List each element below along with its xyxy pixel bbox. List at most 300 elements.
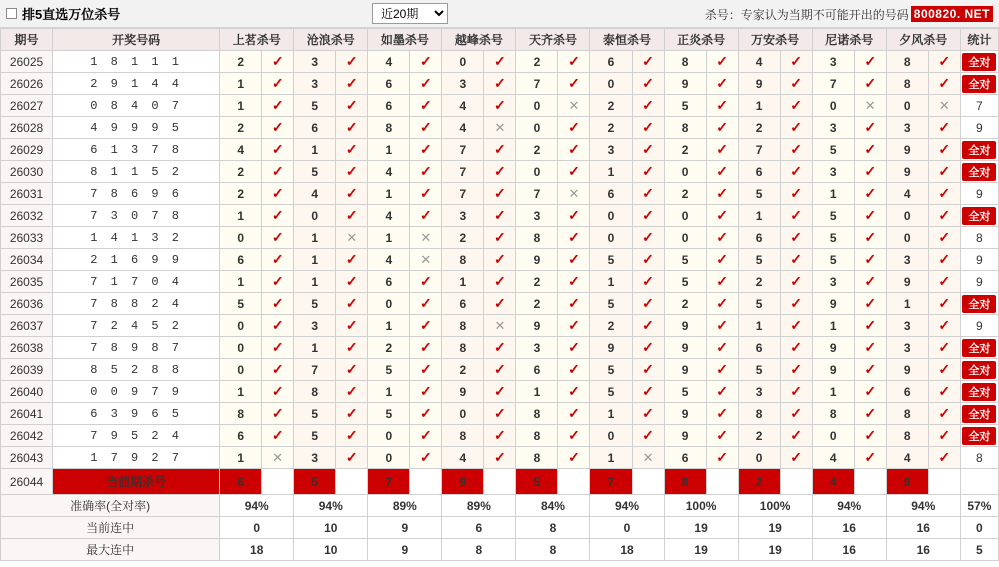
check-icon: [706, 381, 738, 403]
check-icon-glyph: ✓: [345, 405, 358, 421]
period-filter[interactable]: [372, 3, 448, 24]
explain-note: 杀号：专家认为当期不可能开出的号码: [704, 7, 909, 22]
cell-kill-number: 1: [220, 73, 262, 95]
check-icon-glyph: ✓: [345, 119, 358, 135]
cell-kill-number: 4: [442, 447, 484, 469]
check-icon: [632, 227, 664, 249]
check-icon: [410, 381, 442, 403]
check-icon-glyph: ✓: [790, 251, 803, 267]
check-icon: [780, 293, 812, 315]
table-row: [1, 95, 999, 117]
summary-value: 10: [294, 539, 368, 561]
check-icon-glyph: ✓: [642, 383, 654, 399]
brand-badge: 800820. NET: [911, 6, 993, 22]
table-row: [1, 249, 999, 271]
cell-kill-number: 9: [812, 337, 854, 359]
cell-kill-number: 0: [886, 227, 928, 249]
cell-kill-number: 3: [294, 447, 336, 469]
cell-kill-number: 2: [516, 293, 558, 315]
cell-kill-number: 5: [590, 381, 632, 403]
col-expert-1[interactable]: 上茗杀号: [220, 29, 294, 51]
status-badge: 全对: [962, 163, 996, 181]
check-icon-glyph: ✓: [494, 207, 506, 223]
col-expert-10[interactable]: 夕风杀号: [886, 29, 960, 51]
cell-kill-number: 9: [886, 161, 928, 183]
check-icon: [632, 139, 664, 161]
check-icon-glyph: ✓: [568, 207, 580, 223]
check-icon: [558, 51, 590, 73]
cell-kill-number: 1: [442, 271, 484, 293]
cell-kill-number: 6: [738, 161, 780, 183]
check-icon-glyph: ✓: [938, 361, 951, 377]
cell-kill-number: 2: [738, 425, 780, 447]
check-icon-glyph: ✓: [494, 449, 506, 465]
summary-value: 84%: [516, 495, 590, 517]
check-icon-glyph: ✓: [790, 383, 803, 399]
cell-kill-number: 0: [738, 447, 780, 469]
check-icon: [336, 161, 368, 183]
cell-draw-code: 2 1 6 9 9: [53, 249, 220, 271]
table-row: [1, 381, 999, 403]
cell-period[interactable]: 26029: [1, 139, 53, 161]
cell-kill-number: 4: [294, 183, 336, 205]
summary-value: 8: [516, 517, 590, 539]
check-icon-glyph: ✓: [271, 185, 284, 201]
current-period-label: 当前期杀号: [53, 469, 220, 495]
cell-kill-number: 5: [664, 249, 706, 271]
cell-current-kill-number: 2: [738, 469, 780, 495]
check-icon-glyph: ✓: [790, 449, 803, 465]
check-icon: [262, 183, 294, 205]
check-icon: [558, 425, 590, 447]
check-icon: [484, 337, 516, 359]
cell-kill-number: 0: [812, 95, 854, 117]
check-icon-glyph: ✓: [716, 449, 728, 465]
check-icon-glyph: ✓: [864, 317, 877, 333]
cell-kill-number: 9: [812, 359, 854, 381]
cross-icon-glyph: ✕: [420, 229, 432, 245]
cross-icon: [854, 95, 886, 117]
check-icon: [262, 271, 294, 293]
check-icon: [706, 117, 738, 139]
cell-kill-number: 2: [664, 293, 706, 315]
cell-kill-number: 2: [220, 51, 262, 73]
check-icon-glyph: ✓: [494, 229, 506, 245]
summary-value: 8: [442, 539, 516, 561]
table-row: [1, 73, 999, 95]
summary-value: 0: [590, 517, 664, 539]
cell-kill-number: 9: [516, 315, 558, 337]
table-header: [1, 29, 999, 51]
cell-kill-number: 9: [664, 359, 706, 381]
check-icon-glyph: ✓: [271, 119, 284, 135]
check-icon: [854, 249, 886, 271]
cell-kill-number: 4: [368, 249, 410, 271]
check-icon: [558, 381, 590, 403]
check-icon: [484, 161, 516, 183]
check-icon: [336, 337, 368, 359]
check-icon: [336, 425, 368, 447]
check-icon-glyph: ✓: [271, 361, 284, 377]
cell-kill-number: 7: [738, 139, 780, 161]
check-icon-glyph: ✓: [568, 53, 580, 69]
check-icon: [780, 161, 812, 183]
check-icon: [706, 161, 738, 183]
check-icon-glyph: ✓: [938, 75, 951, 91]
summary-value: 0: [220, 517, 294, 539]
cell-kill-number: 6: [590, 183, 632, 205]
status-badge: 全对: [962, 361, 996, 379]
check-icon: [780, 271, 812, 293]
cell-kill-number: 4: [738, 51, 780, 73]
cell-kill-number: 5: [738, 249, 780, 271]
check-icon: [262, 139, 294, 161]
check-icon-glyph: ✓: [790, 119, 803, 135]
check-icon-glyph: ✓: [345, 295, 358, 311]
cross-icon: [928, 95, 960, 117]
cell-kill-number: 6: [664, 447, 706, 469]
check-icon: [558, 403, 590, 425]
check-icon-glyph: ✓: [568, 317, 580, 333]
check-icon: [928, 315, 960, 337]
table-row: [1, 315, 999, 337]
table-row: [1, 447, 999, 469]
check-icon-glyph: ✓: [419, 273, 432, 289]
cell-draw-code: 1 7 9 2 7: [53, 447, 220, 469]
cell-kill-number: 0: [812, 425, 854, 447]
cell-kill-number: 8: [812, 403, 854, 425]
cell-kill-number: 1: [590, 447, 632, 469]
cell-kill-number: 8: [886, 403, 928, 425]
cell-current-kill-number: 8: [664, 469, 706, 495]
cell-kill-number: 8: [368, 117, 410, 139]
check-icon: [262, 293, 294, 315]
cell-kill-number: 7: [516, 183, 558, 205]
check-icon-glyph: ✓: [271, 427, 284, 443]
summary-label: 当前连中: [1, 517, 220, 539]
check-icon: [706, 183, 738, 205]
cross-icon-glyph: ✕: [494, 119, 506, 135]
cell-kill-number: 1: [590, 403, 632, 425]
cell-kill-number: 1: [368, 227, 410, 249]
check-icon: [484, 73, 516, 95]
cell-period[interactable]: 26042: [1, 425, 53, 447]
cell-period[interactable]: 26036: [1, 293, 53, 315]
col-expert-4[interactable]: 越峰杀号: [442, 29, 516, 51]
cell-kill-number: 2: [220, 117, 262, 139]
cell-period[interactable]: 26028: [1, 117, 53, 139]
summary-value: 19: [738, 517, 812, 539]
cell-kill-number: 5: [812, 139, 854, 161]
cell-kill-number: 8: [442, 337, 484, 359]
check-icon-glyph: ✓: [642, 53, 654, 69]
check-icon: [928, 381, 960, 403]
status-badge: 全对: [962, 141, 996, 159]
cell-kill-number: 5: [664, 95, 706, 117]
table-row: [1, 51, 999, 73]
check-icon: [336, 293, 368, 315]
cell-period[interactable]: 26043: [1, 447, 53, 469]
cell-kill-number: 4: [886, 183, 928, 205]
col-expert-6[interactable]: 泰恒杀号: [590, 29, 664, 51]
check-icon-glyph: ✓: [568, 405, 580, 421]
cell-period[interactable]: 26035: [1, 271, 53, 293]
cell-kill-number: 0: [886, 95, 928, 117]
cell-period[interactable]: 26039: [1, 359, 53, 381]
cell-kill-number: 2: [516, 51, 558, 73]
cell-period[interactable]: 26037: [1, 315, 53, 337]
check-icon: [410, 139, 442, 161]
check-icon-glyph: ✓: [494, 251, 506, 267]
cell-kill-number: 6: [368, 271, 410, 293]
check-icon: [854, 51, 886, 73]
cell-kill-number: 0: [590, 227, 632, 249]
table-row: [1, 425, 999, 447]
cell-kill-number: 0: [442, 51, 484, 73]
check-icon-glyph: ✓: [419, 97, 432, 113]
cell-current-mark-placeholder: [484, 469, 516, 495]
check-icon: [780, 95, 812, 117]
cell-kill-number: 3: [294, 315, 336, 337]
cross-icon-glyph: ✕: [938, 97, 950, 113]
check-icon-glyph: ✓: [568, 273, 580, 289]
cell-kill-number: 9: [664, 315, 706, 337]
cell-stat: 8: [960, 447, 998, 469]
cell-current-mark-placeholder: [928, 469, 960, 495]
check-icon-glyph: ✓: [716, 317, 728, 333]
check-icon: [780, 73, 812, 95]
cell-kill-number: 5: [368, 359, 410, 381]
check-icon-glyph: ✓: [271, 53, 284, 69]
cell-kill-number: 9: [738, 73, 780, 95]
cell-stat: [960, 359, 998, 381]
cell-kill-number: 1: [294, 227, 336, 249]
check-icon-glyph: ✓: [271, 295, 284, 311]
select-all-checkbox[interactable]: [6, 8, 17, 19]
current-period-row: [1, 469, 999, 495]
check-icon: [336, 381, 368, 403]
check-icon: [706, 205, 738, 227]
check-icon-glyph: ✓: [716, 339, 728, 355]
cell-stat: 9: [960, 117, 998, 139]
check-icon-glyph: ✓: [345, 75, 358, 91]
check-icon: [484, 447, 516, 469]
status-badge: 全对: [962, 75, 996, 93]
cell-kill-number: 5: [664, 381, 706, 403]
check-icon: [632, 271, 664, 293]
cell-kill-number: 5: [812, 227, 854, 249]
check-icon: [484, 205, 516, 227]
cell-period[interactable]: 26038: [1, 337, 53, 359]
check-icon-glyph: ✓: [716, 141, 728, 157]
col-expert-3[interactable]: 如墨杀号: [368, 29, 442, 51]
cell-period[interactable]: 26034: [1, 249, 53, 271]
check-icon: [558, 139, 590, 161]
check-icon-glyph: ✓: [271, 75, 284, 91]
cell-kill-number: 8: [886, 51, 928, 73]
cell-kill-number: 7: [442, 161, 484, 183]
check-icon: [558, 447, 590, 469]
check-icon-glyph: ✓: [494, 163, 506, 179]
check-icon-glyph: ✓: [419, 75, 432, 91]
cell-kill-number: 1: [368, 315, 410, 337]
cell-current-mark-placeholder: [410, 469, 442, 495]
check-icon: [706, 315, 738, 337]
check-icon: [780, 139, 812, 161]
check-icon: [854, 73, 886, 95]
check-icon-glyph: ✓: [345, 383, 358, 399]
check-icon-glyph: ✓: [345, 185, 358, 201]
period-select[interactable]: [372, 3, 448, 24]
check-icon: [336, 205, 368, 227]
cell-kill-number: 9: [812, 293, 854, 315]
cell-period[interactable]: 26033: [1, 227, 53, 249]
check-icon: [632, 425, 664, 447]
check-icon-glyph: ✓: [642, 295, 654, 311]
check-icon: [558, 249, 590, 271]
check-icon-glyph: ✓: [568, 251, 580, 267]
cell-kill-number: 0: [590, 425, 632, 447]
cell-stat: [960, 51, 998, 73]
cell-draw-code: 7 3 0 7 8: [53, 205, 220, 227]
check-icon: [706, 359, 738, 381]
check-icon: [854, 447, 886, 469]
check-icon: [558, 271, 590, 293]
check-icon: [854, 161, 886, 183]
cell-kill-number: 5: [294, 425, 336, 447]
summary-value: 6: [442, 517, 516, 539]
check-icon-glyph: ✓: [568, 163, 580, 179]
check-icon-glyph: ✓: [864, 119, 877, 135]
check-icon: [262, 337, 294, 359]
cell-current-kill-number: 9: [442, 469, 484, 495]
cell-kill-number: 5: [590, 293, 632, 315]
check-icon: [706, 271, 738, 293]
cell-period[interactable]: 26041: [1, 403, 53, 425]
cross-icon-glyph: ✕: [346, 229, 358, 245]
check-icon: [558, 117, 590, 139]
toolbar-right-group: [705, 0, 993, 28]
cell-stat: 9: [960, 271, 998, 293]
check-icon-glyph: ✓: [716, 185, 728, 201]
check-icon-glyph: ✓: [864, 361, 877, 377]
cell-kill-number: 4: [368, 51, 410, 73]
cell-kill-number: 2: [738, 271, 780, 293]
cell-current-period[interactable]: 26044: [1, 469, 53, 495]
check-icon: [854, 403, 886, 425]
check-icon: [928, 227, 960, 249]
col-expert-8[interactable]: 万安杀号: [738, 29, 812, 51]
cell-draw-code: 4 9 9 9 5: [53, 117, 220, 139]
cell-draw-code: 6 3 9 6 5: [53, 403, 220, 425]
check-icon-glyph: ✓: [271, 207, 284, 223]
cell-period[interactable]: 26026: [1, 73, 53, 95]
cell-stat: 8: [960, 227, 998, 249]
cell-kill-number: 8: [220, 403, 262, 425]
cross-icon: [336, 227, 368, 249]
check-icon-glyph: ✓: [716, 97, 728, 113]
check-icon: [854, 205, 886, 227]
cell-kill-number: 0: [516, 161, 558, 183]
check-icon: [262, 95, 294, 117]
check-icon: [484, 227, 516, 249]
cell-period[interactable]: 26030: [1, 161, 53, 183]
summary-value: 94%: [294, 495, 368, 517]
cell-period[interactable]: 26025: [1, 51, 53, 73]
check-icon-glyph: ✓: [716, 119, 728, 135]
cell-current-kill-number: 4: [812, 469, 854, 495]
summary-value: 89%: [442, 495, 516, 517]
check-icon: [262, 425, 294, 447]
check-icon-glyph: ✓: [790, 97, 803, 113]
table-row: [1, 293, 999, 315]
summary-label: 最大连中: [1, 539, 220, 561]
col-expert-7[interactable]: 正炎杀号: [664, 29, 738, 51]
cross-icon: [484, 117, 516, 139]
cell-kill-number: 3: [442, 73, 484, 95]
check-icon-glyph: ✓: [419, 207, 432, 223]
check-icon: [854, 139, 886, 161]
check-icon: [780, 205, 812, 227]
check-icon-glyph: ✓: [864, 273, 877, 289]
check-icon-glyph: ✓: [938, 229, 951, 245]
cell-kill-number: 7: [812, 73, 854, 95]
cell-period[interactable]: 26027: [1, 95, 53, 117]
cell-kill-number: 1: [812, 381, 854, 403]
cell-kill-number: 9: [590, 337, 632, 359]
check-icon-glyph: ✓: [864, 163, 877, 179]
cell-kill-number: 1: [590, 161, 632, 183]
check-icon: [632, 293, 664, 315]
check-icon-glyph: ✓: [864, 229, 877, 245]
table-row: [1, 117, 999, 139]
col-expert-2[interactable]: 沧浪杀号: [294, 29, 368, 51]
table-row: [1, 403, 999, 425]
check-icon: [558, 315, 590, 337]
check-icon: [484, 381, 516, 403]
check-icon-glyph: ✓: [864, 141, 877, 157]
col-expert-5[interactable]: 天齐杀号: [516, 29, 590, 51]
cell-period[interactable]: 26031: [1, 183, 53, 205]
summary-value: 9: [368, 539, 442, 561]
cell-kill-number: 1: [294, 139, 336, 161]
col-expert-9[interactable]: 尼诺杀号: [812, 29, 886, 51]
cross-icon-glyph: ✕: [494, 317, 506, 333]
cell-kill-number: 3: [812, 161, 854, 183]
cell-period[interactable]: 26032: [1, 205, 53, 227]
check-icon: [706, 73, 738, 95]
check-icon: [632, 403, 664, 425]
cell-current-kill-number: 9: [886, 469, 928, 495]
check-icon-glyph: ✓: [345, 207, 358, 223]
cell-kill-number: 4: [442, 95, 484, 117]
cell-kill-number: 1: [220, 95, 262, 117]
check-icon-glyph: ✓: [938, 383, 951, 399]
check-icon-glyph: ✓: [419, 163, 432, 179]
cell-kill-number: 0: [442, 403, 484, 425]
check-icon: [558, 205, 590, 227]
cell-period[interactable]: 26040: [1, 381, 53, 403]
cell-kill-number: 0: [220, 337, 262, 359]
check-icon: [558, 337, 590, 359]
check-icon: [336, 403, 368, 425]
summary-value: 100%: [664, 495, 738, 517]
check-icon: [632, 95, 664, 117]
cell-kill-number: 7: [516, 73, 558, 95]
check-icon-glyph: ✓: [790, 339, 803, 355]
check-icon: [336, 271, 368, 293]
check-icon-glyph: ✓: [419, 405, 432, 421]
